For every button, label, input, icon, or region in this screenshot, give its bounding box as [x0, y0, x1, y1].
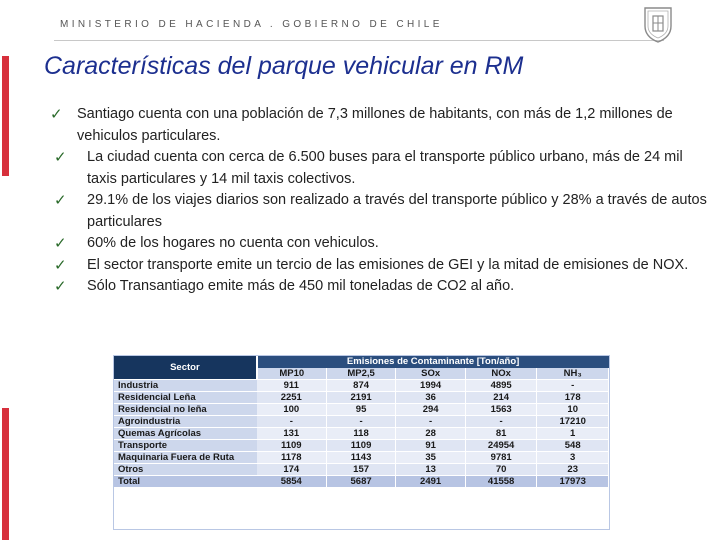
column-header: NH₃: [537, 368, 609, 380]
sector-cell: Industria: [114, 379, 257, 391]
table-total-row: [114, 475, 609, 487]
value-cell: 2251: [257, 391, 327, 403]
value-cell: 174: [257, 463, 327, 475]
bullet-item: ✓ 29.1% de los viajes diarios son realizado a través del transporte público y 28% a través de autos particulares: [54, 192, 707, 230]
value-cell: 157: [326, 463, 396, 475]
emissions-table: [114, 356, 609, 487]
checkmark-icon: ✓: [54, 149, 67, 166]
value-cell: 91: [396, 439, 466, 451]
column-header: SOx: [396, 368, 466, 380]
value-cell: 1109: [257, 439, 327, 451]
table-row: [114, 415, 609, 427]
bullet-item: ✓ Santiago cuenta con una población de 7,3 millones de habitants, con más de 1,2 millones de vehiculos particulares.: [50, 106, 673, 144]
table-row: [114, 403, 609, 415]
value-cell: 1563: [465, 403, 537, 415]
slide-title: Características del parque vehicular en RM: [44, 52, 524, 80]
value-cell: 178: [537, 391, 609, 403]
checkmark-icon: ✓: [54, 192, 67, 209]
value-cell: 214: [465, 391, 537, 403]
value-cell: 2491: [396, 475, 466, 487]
value-cell: 118: [326, 427, 396, 439]
checkmark-icon: ✓: [54, 278, 67, 295]
sector-cell: Agroindustria: [114, 415, 257, 427]
value-cell: -: [396, 415, 466, 427]
sector-cell: Residencial Leña: [114, 391, 257, 403]
value-cell: 874: [326, 379, 396, 391]
sector-cell: Residencial no leña: [114, 403, 257, 415]
value-cell: 70: [465, 463, 537, 475]
emissions-group-header: Emisiones de Contaminante [Ton/año]: [257, 356, 609, 368]
checkmark-icon: ✓: [50, 106, 63, 123]
table-row: [114, 427, 609, 439]
table-row: [114, 379, 609, 391]
value-cell: 1109: [326, 439, 396, 451]
value-cell: 81: [465, 427, 537, 439]
value-cell: 9781: [465, 451, 537, 463]
sector-cell: Transporte: [114, 439, 257, 451]
value-cell: 1178: [257, 451, 327, 463]
table-row: [114, 463, 609, 475]
value-cell: 100: [257, 403, 327, 415]
value-cell: 4895: [465, 379, 537, 391]
value-cell: 5687: [326, 475, 396, 487]
chile-government-seal-icon: [640, 4, 676, 44]
value-cell: -: [465, 415, 537, 427]
value-cell: 2191: [326, 391, 396, 403]
value-cell: 5854: [257, 475, 327, 487]
sector-cell: Total: [114, 475, 257, 487]
checkmark-icon: ✓: [54, 235, 67, 252]
column-header: MP10: [257, 368, 327, 380]
value-cell: 294: [396, 403, 466, 415]
ministry-header: MINISTERIO DE HACIENDA . GOBIERNO DE CHILE: [60, 19, 443, 30]
value-cell: 24954: [465, 439, 537, 451]
value-cell: 13: [396, 463, 466, 475]
table-row: [114, 391, 609, 403]
column-header: MP2,5: [326, 368, 396, 380]
column-header: NOx: [465, 368, 537, 380]
bullet-item: ✓ Sólo Transantiago emite más de 450 mil toneladas de CO2 al año.: [50, 276, 710, 298]
table-row: [114, 451, 609, 463]
sector-column-header: Sector: [114, 356, 257, 379]
value-cell: 17210: [537, 415, 609, 427]
value-cell: 1994: [396, 379, 466, 391]
left-accent-bar-bottom: [2, 408, 9, 540]
bullet-item: ✓ El sector transporte emite un tercio de las emisiones de GEI y la mitad de emisiones de NOX.: [50, 255, 710, 277]
bullet-list: [50, 104, 710, 298]
value-cell: -: [326, 415, 396, 427]
value-cell: 131: [257, 427, 327, 439]
sector-cell: Otros: [114, 463, 257, 475]
value-cell: 28: [396, 427, 466, 439]
value-cell: 3: [537, 451, 609, 463]
value-cell: -: [257, 415, 327, 427]
sector-cell: Quemas Agrícolas: [114, 427, 257, 439]
value-cell: 10: [537, 403, 609, 415]
value-cell: 548: [537, 439, 609, 451]
value-cell: 23: [537, 463, 609, 475]
value-cell: 35: [396, 451, 466, 463]
table-row: [114, 439, 609, 451]
left-accent-bar-top: [2, 56, 9, 176]
value-cell: 36: [396, 391, 466, 403]
value-cell: 95: [326, 403, 396, 415]
value-cell: 41558: [465, 475, 537, 487]
value-cell: 17973: [537, 475, 609, 487]
value-cell: 911: [257, 379, 327, 391]
sector-cell: Maquinaria Fuera de Ruta: [114, 451, 257, 463]
value-cell: 1143: [326, 451, 396, 463]
checkmark-icon: ✓: [54, 256, 67, 274]
value-cell: 1: [537, 427, 609, 439]
bullet-item: ✓ La ciudad cuenta con cerca de 6.500 buses para el transporte público urbano, más de 24 mil taxis particulares y 14 mil taxis colectivos.: [54, 149, 683, 187]
emissions-table-container: [113, 355, 610, 530]
bullet-item: ✓ 60% de los hogares no cuenta con vehiculos.: [50, 233, 710, 255]
header-divider: [54, 40, 664, 41]
value-cell: -: [537, 379, 609, 391]
